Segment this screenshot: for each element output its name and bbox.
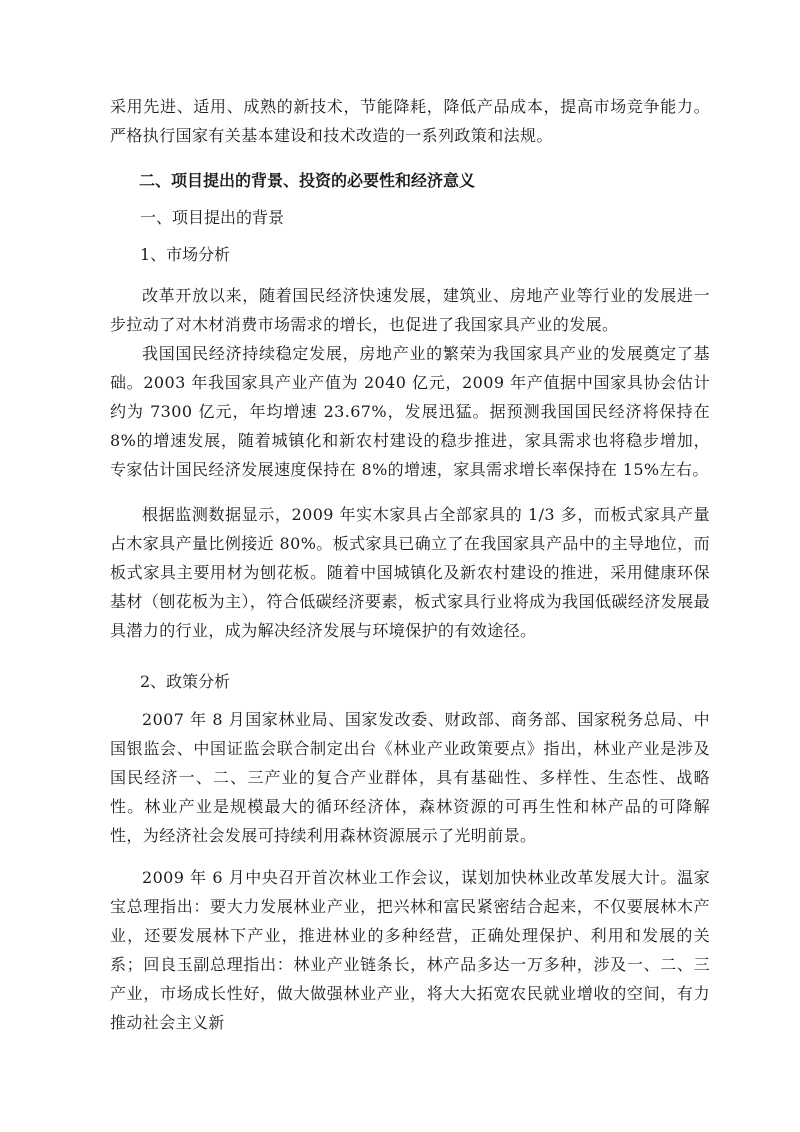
policy-paragraph-1: 2007 年 8 月国家林业局、国家发改委、财政部、商务部、国家税务总局、中国银监会、中国证监会联合制定出台《林业产业政策要点》指出，林业产业是涉及国民经济一、二、三产业的复合产业群体，具有基础性、多样性、生态性、战略性。林业产业是规模最大的循环经济体，森林资源的可再生性和林产品的可降解性，为经济社会发展可持续利用森林资源展示了光明前景。 [110,710,710,845]
market-paragraph-1: 改革开放以来，随着国民经济快速发展，建筑业、房地产业等行业的发展进一步拉动了对木材消费市场需求的增长，也促进了我国家具产业的发展。 [110,286,710,334]
continuation-paragraph: 采用先进、适用、成熟的新技术，节能降耗，降低产品成本，提高市场竞争能力。严格执行国家有关基本建设和技术改造的一系列政策和法规。 [110,97,710,145]
policy-paragraph-2: 2009 年 6 月中央召开首次林业工作会议，谋划加快林业改革发展大计。温家宝总理指出：要大力发展林业产业，把兴林和富民紧密结合起来，不仅要展林木产业，还要发展林下产业，推进林业的多种经营，正确处理保护、利用和发展的关系；回良玉副总理指出：林业产业链条长，林产品多达一万多种，涉及一、二、三产业，市场成长性好，做大做强林业产业，将大大拓宽农民就业增收的空间，有力推动社会主义新 [110,868,710,1032]
market-paragraph-2: 我国国民经济持续稳定发展，房地产业的繁荣为我国家具产业的发展奠定了基础。2003 年我国家具产业产值为 2040 亿元，2009 年产值据中国家具协会估计约为 7300 亿元，年均增速 23.67%，发展迅猛。据预测我国国民经济将保持在 8%的增速发展，随着城镇化和新农村建设的稳步推进，家具需求也将稳步增加，专家估计国民经济发展速度保持在 8%的增速，家具需求增长率保持在 15%左右。 [110,344,710,479]
section-heading-background: 二、项目提出的背景、投资的必要性和经济意义 [139,171,476,190]
item-heading-policy-analysis: 2、政策分析 [140,672,231,691]
market-paragraph-3: 根据监测数据显示，2009 年实木家具占全部家具的 1/3 多，而板式家具产量占木家具产量比例接近 80%。板式家具已确立了在我国家具产品中的主导地位，而板式家具主要用材为刨花板。随着中国城镇化及新农村建设的推进，采用健康环保基材（刨花板为主），符合低碳经济要素，板式家具行业将成为我国低碳经济发展最具潜力的行业，成为解决经济发展与环境保护的有效途径。 [110,505,710,640]
subsection-heading-background: 一、项目提出的背景 [140,208,285,227]
item-heading-market-analysis: 1、市场分析 [140,245,231,264]
